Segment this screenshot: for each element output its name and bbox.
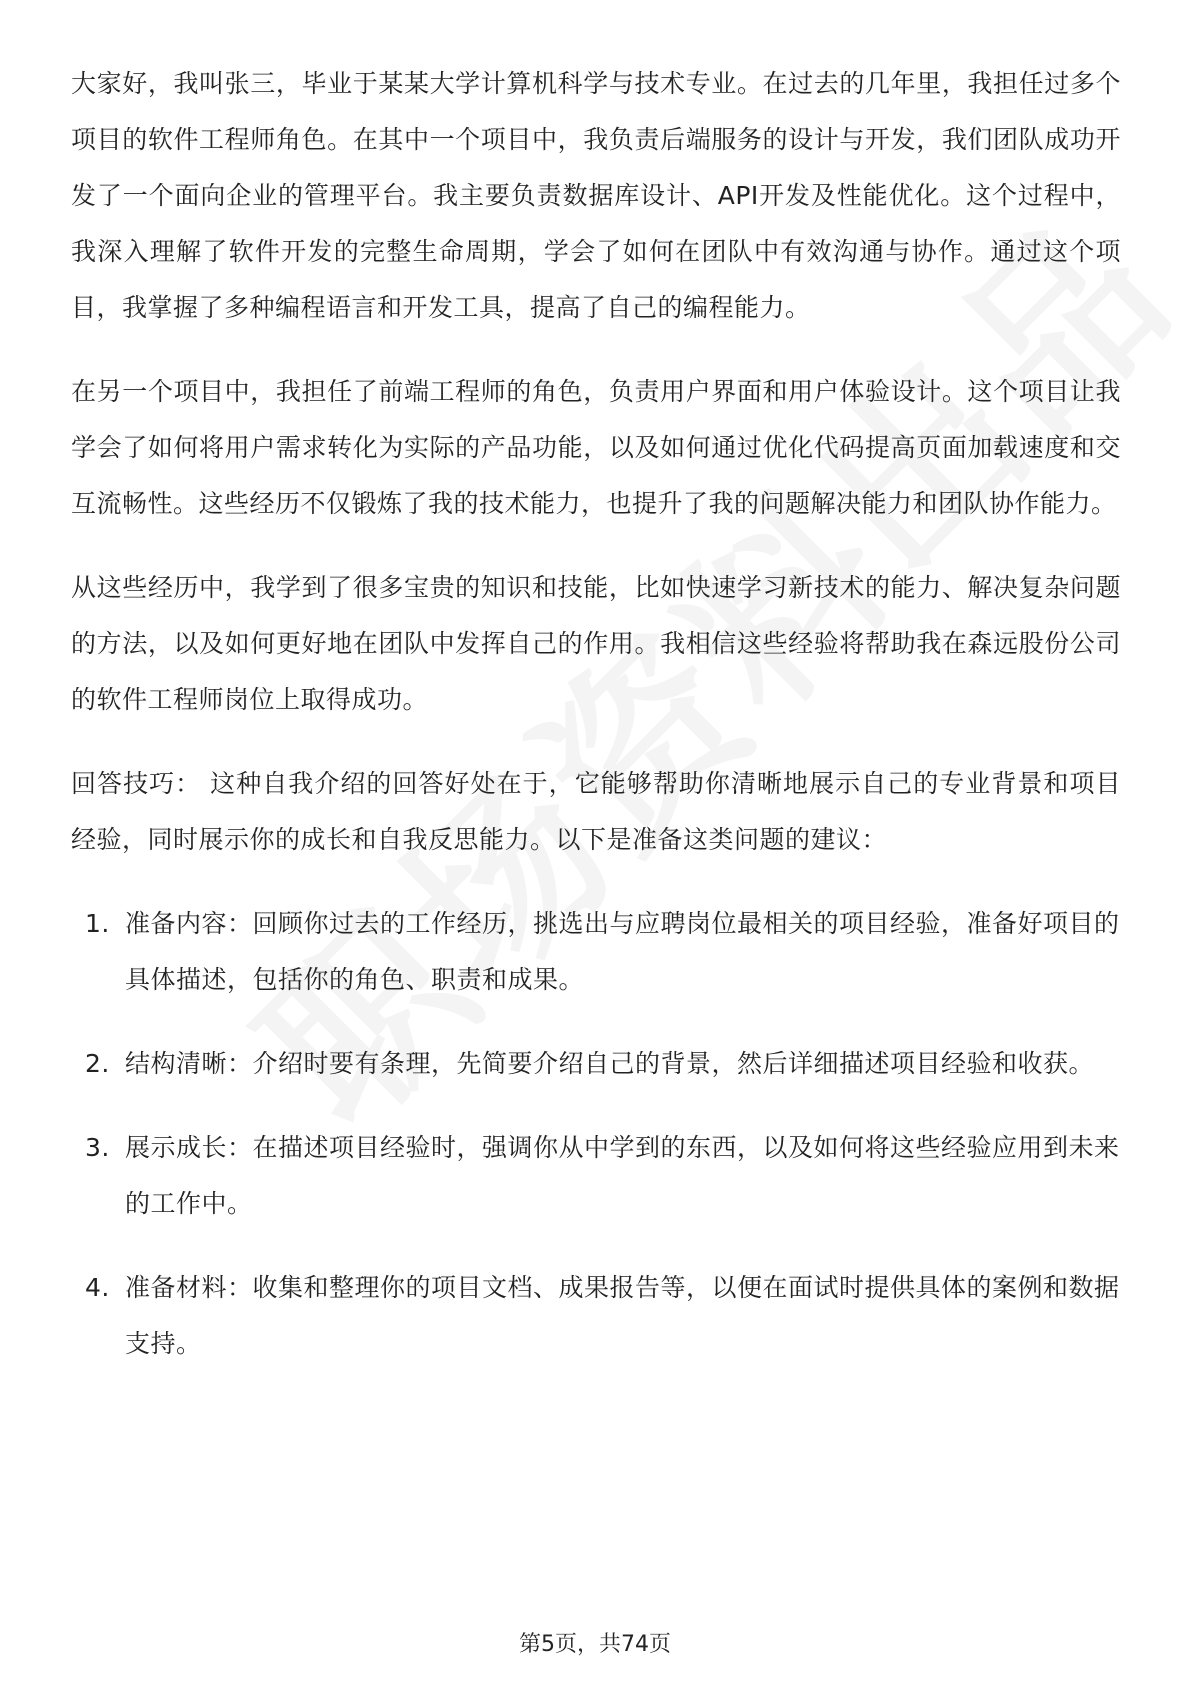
page-number: 第5页，共74页 — [519, 1632, 671, 1657]
list-item-number: 4. — [85, 1273, 110, 1302]
list-item-number: 1. — [85, 909, 110, 938]
list-item-number: 3. — [85, 1133, 110, 1162]
paragraph-intro: 大家好，我叫张三，毕业于某某大学计算机科学与技术专业。在过去的几年里，我担任过多个项目的软件工程师角色。在其中一个项目中，我负责后端服务的设计与开发，我们团队成功开发了一个面向企业的管理平台。我主要负责数据库设计、API开发及性能优化。这个过程中，我深入理解了软件开发的完整生命周期，学会了如何在团队中有效沟通与协作。通过这个项目，我掌握了多种编程语言和开发工具，提高了自己的编程能力。 — [71, 69, 1121, 322]
list-item — [71, 1036, 1121, 1092]
list-item-text: 展示成长：在描述项目经验时，强调你从中学到的东西，以及如何将这些经验应用到未来的工作中。 — [125, 1133, 1120, 1218]
list-item — [71, 1120, 1121, 1232]
list-item-text: 准备内容：回顾你过去的工作经历，挑选出与应聘岗位最相关的项目经验，准备好项目的具体描述，包括你的角色、职责和成果。 — [125, 909, 1120, 994]
paragraph-answer-tips: 回答技巧： 这种自我介绍的回答好处在于，它能够帮助你清晰地展示自己的专业背景和项目经验，同时展示你的成长和自我反思能力。以下是准备这类问题的建议： — [71, 769, 1121, 854]
list-item-text: 结构清晰：介绍时要有条理，先简要介绍自己的背景，然后详细描述项目经验和收获。 — [125, 1049, 1095, 1078]
paragraph-lessons: 从这些经历中，我学到了很多宝贵的知识和技能，比如快速学习新技术的能力、解决复杂问题的方法，以及如何更好地在团队中发挥自己的作用。我相信这些经验将帮助我在森远股份公司的软件工程师岗位上取得成功。 — [71, 573, 1121, 714]
document-body — [71, 56, 1121, 1400]
tips-list — [71, 896, 1121, 1372]
list-item-number: 2. — [85, 1049, 110, 1078]
list-item-text: 准备材料：收集和整理你的项目文档、成果报告等，以便在面试时提供具体的案例和数据支持。 — [125, 1273, 1120, 1358]
paragraph-frontend: 在另一个项目中，我担任了前端工程师的角色，负责用户界面和用户体验设计。这个项目让我学会了如何将用户需求转化为实际的产品功能，以及如何通过优化代码提高页面加载速度和交互流畅性。这些经历不仅锻炼了我的技术能力，也提升了我的问题解决能力和团队协作能力。 — [71, 377, 1121, 518]
list-item — [71, 896, 1121, 1008]
list-item — [71, 1260, 1121, 1372]
